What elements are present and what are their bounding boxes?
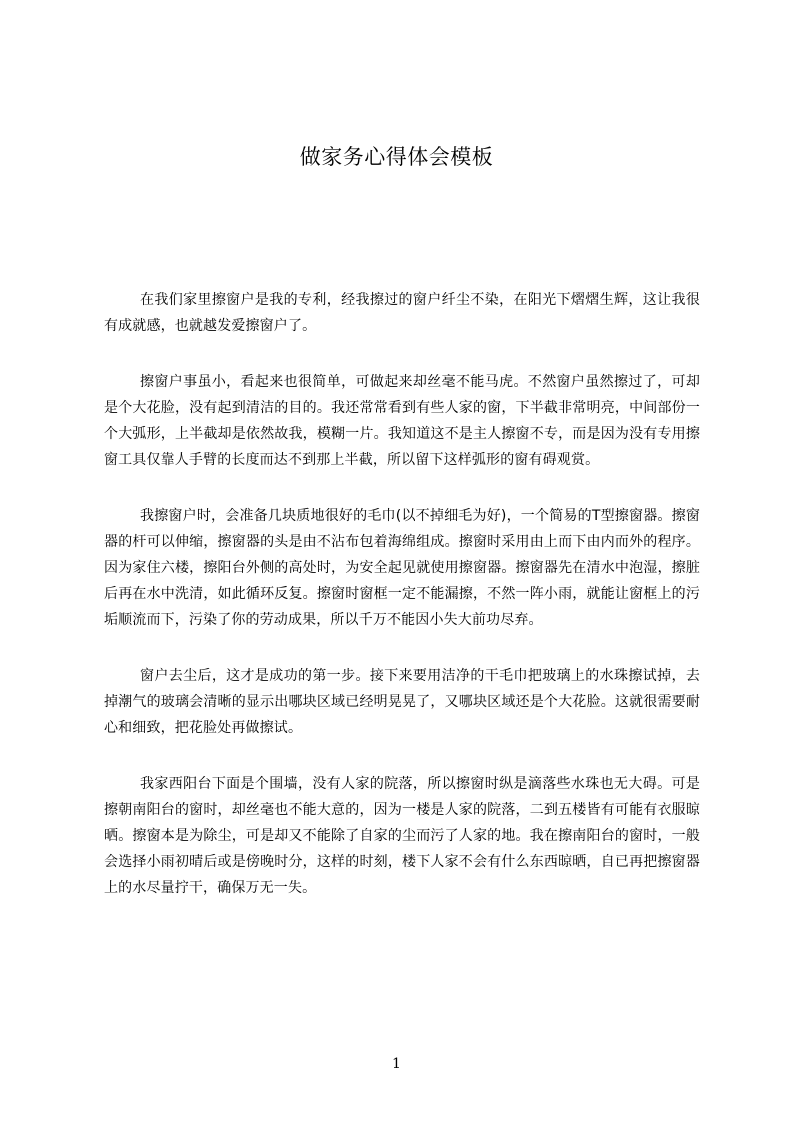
paragraph-5: 我家西阳台下面是个围墙，没有人家的院落，所以擦窗时纵是滴落些水珠也无大碍。可是擦朝南阳台的窗时，却丝毫也不能大意的，因为一楼是人家的院落，二到五楼皆有可能有衣服晾晒。擦窗本是为除尘，可是却又不能除了自家的尘而污了人家的地。我在擦南阳台的窗时，一般会选择小雨初晴后或是傍晚时分，这样的时刻，楼下人家不会有什么东西晾晒，自已再把擦窗器上的水尽量拧干，确保万无一失。 — [104, 776, 700, 896]
document-title: 做家务心得体会模板 — [299, 145, 494, 169]
paragraph-1: 在我们家里擦窗户是我的专利，经我擦过的窗户纤尘不染，在阳光下熠熠生辉，这让我很有成就感，也就越发爱擦窗户了。 — [104, 292, 700, 334]
paragraph-2: 擦窗户事虽小，看起来也很简单，可做起来却丝毫不能马虎。不然窗户虽然擦过了，可却是个大花脸，没有起到清洁的目的。我还常常看到有些人家的窗，下半截非常明亮，中间部份一个大弧形，上半截却是依然故我，模糊一片。我知道这不是主人擦窗不专，而是因为没有专用擦窗工具仅靠人手臂的长度而达不到那上半截，所以留下这样弧形的窗有碍观赏。 — [104, 374, 700, 468]
paragraph-3: 我擦窗户时，会准备几块质地很好的毛巾(以不掉细毛为好)，一个简易的T型擦窗器。擦窗器的杆可以伸缩，擦窗器的头是由不沾布包着海绵组成。擦窗时采用由上而下由内而外的程序。因为家住六楼，擦阳台外侧的高处时，为安全起见就使用擦窗器。擦窗器先在清水中泡湿，擦脏后再在水中洗清，如此循环反复。擦窗时窗框一定不能漏擦，不然一阵小雨，就能让窗框上的污垢顺流而下，污染了你的劳动成果，所以千万不能因小失大前功尽弃。 — [104, 508, 700, 628]
paragraph-4: 窗户去尘后，这才是成功的第一步。接下来要用洁净的干毛巾把玻璃上的水珠擦试掉，去掉潮气的玻璃会清晰的显示出哪块区域已经明晃晃了，又哪块区域还是个大花脸。这就很需要耐心和细致，把花脸处再做擦试。 — [104, 668, 700, 736]
page-number: 1 — [392, 1056, 401, 1072]
document-body — [104, 287, 700, 931]
